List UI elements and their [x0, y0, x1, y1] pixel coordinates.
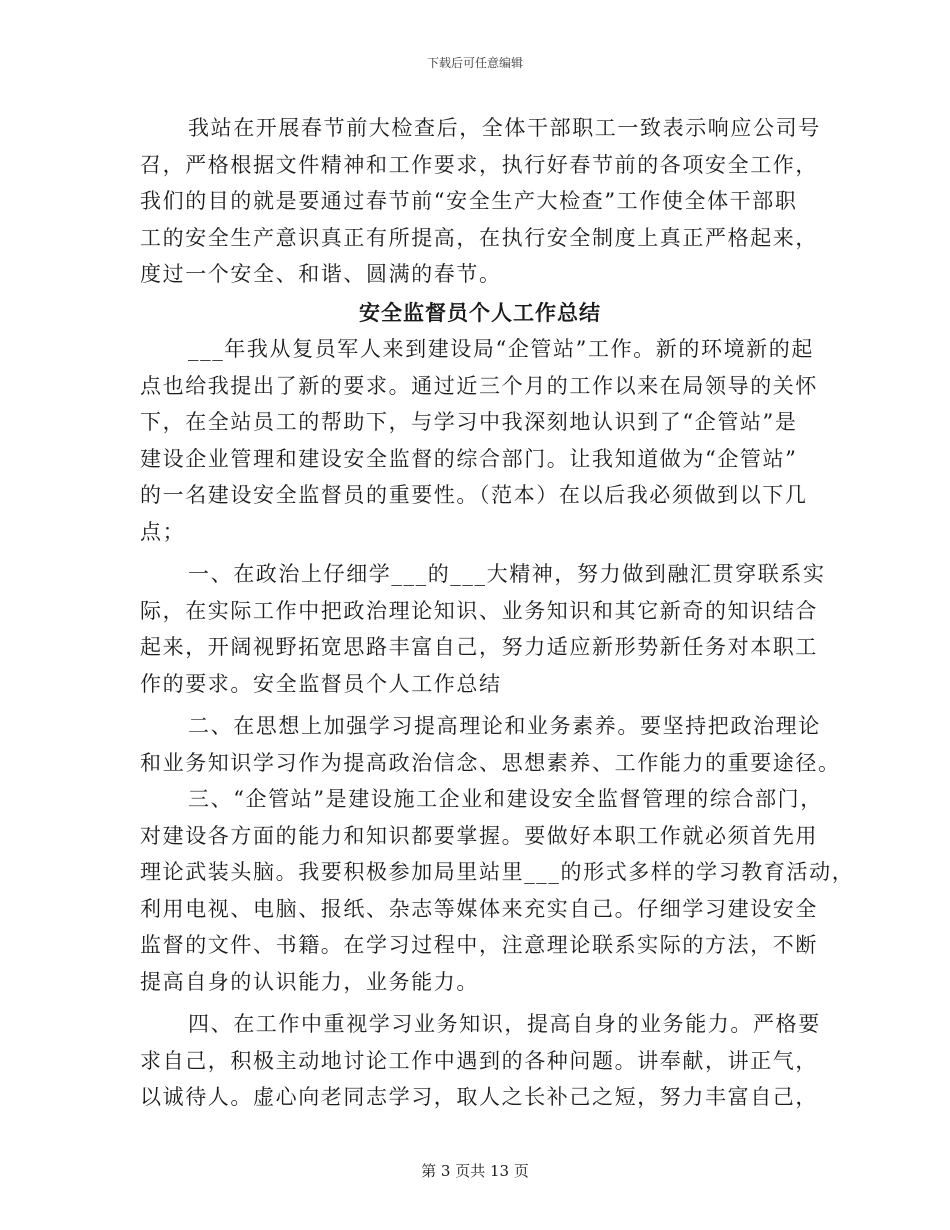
text-line: ___年我从复员军人来到建设局“企管站”工作。新的环境新的起 — [188, 337, 814, 361]
paragraph-2 — [140, 556, 826, 702]
intro-paragraph — [140, 110, 820, 293]
text-line: 建设企业管理和建设安全监督的综合部门。让我知道做为“企管站” — [140, 446, 798, 471]
text-line: 际，在实际工作中把政治理论知识、业务知识和其它新奇的知识结合 — [140, 598, 818, 623]
document-body — [140, 110, 855, 1116]
paragraph-4 — [140, 781, 855, 1000]
page-number: 第 3 页共 13 页 — [421, 1162, 529, 1180]
paragraph-5 — [140, 1006, 820, 1116]
text-line: 点也给我提出了新的要求。通过近三个月的工作以来在局领导的关怀 — [140, 373, 818, 398]
text-line: 三、“企管站”是建设施工企业和建设安全监督管理的综合部门， — [188, 787, 823, 811]
header-note: 下载后可任意编辑 — [426, 56, 523, 70]
text-line: 起来，开阔视野拓宽思路丰富自己，努力适应新形势新任务对本职工 — [140, 635, 818, 659]
text-line: 的一名建设安全监督员的重要性。（范本）在以后我必须做到以下几 — [140, 483, 808, 507]
text-line: 和业务知识学习作为提高政治信念、思想素养、工作能力的重要途径。 — [140, 750, 841, 775]
text-line: 一、在政治上仔细学___的___大精神，努力做到融汇贯穿联系实 — [188, 562, 826, 586]
text-line: 对建设各方面的能力和知识都要掌握。要做好本职工作就必须首先用 — [140, 823, 818, 848]
text-line: 点； — [140, 519, 186, 544]
text-line: 召，严格根据文件精神和工作要求，执行好春节前的各项安全工作， — [140, 152, 818, 177]
text-line: 我们的目的就是要通过春节前“安全生产大检查”工作使全体干部职 — [140, 189, 798, 213]
text-line: 提高自身的认识能力，业务能力。 — [140, 969, 479, 994]
text-line: 二、在思想上加强学习提高理论和业务素养。要坚持把政治理论 — [188, 714, 821, 738]
text-line: 监督的文件、书籍。在学习过程中，注意理论联系实际的方法，不断 — [140, 933, 818, 957]
text-line: 下，在全站员工的帮助下，与学习中我深刻地认识到了“企管站”是 — [140, 410, 798, 434]
text-line: 利用电视、电脑、报纸、杂志等媒体来充实自己。仔细学习建设安全 — [140, 896, 818, 921]
text-line: 求自己，积极主动地讨论工作中遇到的各种问题。讲奉献，讲正气， — [140, 1048, 818, 1073]
text-line: 工的安全生产意识真正有所提高，在执行安全制度上真正严格起来， — [140, 225, 818, 250]
text-line: 理论武装头脑。我要积极参加局里站里___的形式多样的学习教育活动， — [140, 860, 855, 884]
text-line: 四、在工作中重视学习业务知识，提高自身的业务能力。严格要 — [188, 1012, 821, 1036]
article-title: 安全监督员个人工作总结 — [359, 299, 601, 325]
text-line: 作的要求。安全监督员个人工作总结 — [140, 671, 502, 696]
text-line: 度过一个安全、和谐、圆满的春节。 — [140, 262, 502, 286]
paragraph-3 — [140, 708, 841, 781]
text-line: 以诚待人。虚心向老同志学习，取人之长补己之短，努力丰富自己， — [140, 1085, 818, 1109]
text-line: 我站在开展春节前大检查后，全体干部职工一致表示响应公司号 — [188, 116, 821, 140]
paragraph-1 — [140, 331, 820, 550]
